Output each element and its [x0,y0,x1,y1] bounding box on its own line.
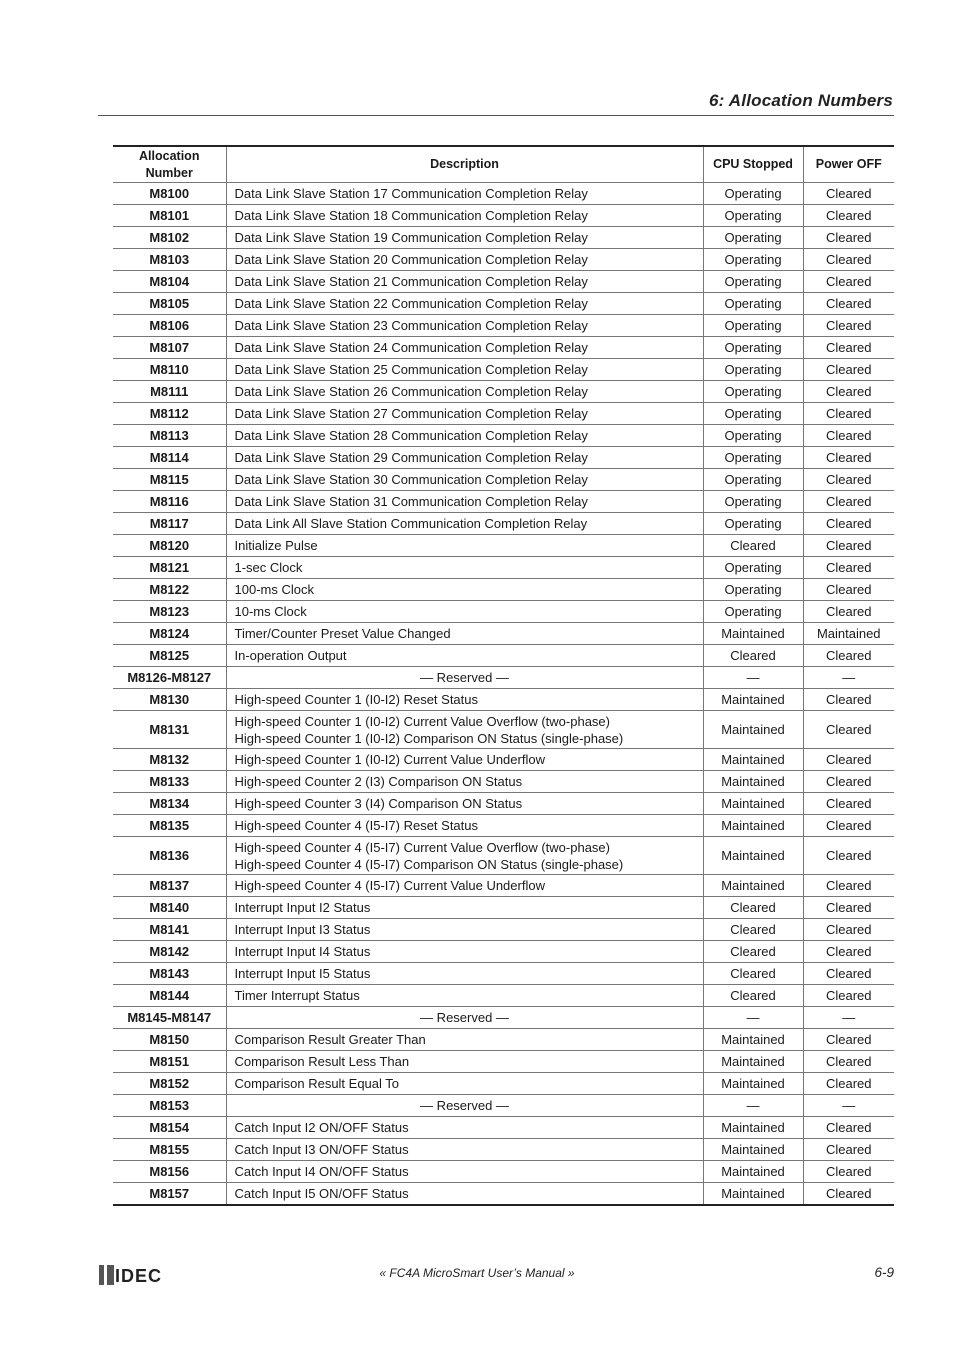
table-row [113,1117,894,1139]
cpu-stopped-cell: Maintained [703,771,803,793]
cpu-stopped-cell: Maintained [703,1073,803,1095]
power-off-cell: Cleared [803,271,894,293]
power-off-cell: Cleared [803,425,894,447]
allocation-number-cell: M8125 [113,645,226,667]
table-row [113,293,894,315]
cpu-stopped-cell: Operating [703,403,803,425]
description-cell: 100-ms Clock [226,579,703,601]
table-row [113,491,894,513]
footer-manual-title: « FC4A MicroSmart User’s Manual » [379,1266,575,1280]
allocation-number-cell: M8113 [113,425,226,447]
allocation-number-cell: M8141 [113,919,226,941]
description-cell: 10-ms Clock [226,601,703,623]
allocation-number-cell: M8123 [113,601,226,623]
power-off-cell: Cleared [803,1051,894,1073]
page-header-title [709,91,893,111]
power-off-cell: Cleared [803,1161,894,1183]
power-off-cell: Cleared [803,897,894,919]
table-row [113,645,894,667]
allocation-number-cell: M8142 [113,941,226,963]
cpu-stopped-cell: Operating [703,337,803,359]
cpu-stopped-cell: Operating [703,447,803,469]
table-row [113,1007,894,1029]
description-cell: Data Link Slave Station 21 Communication Completion Relay [226,271,703,293]
allocation-number-cell: M8152 [113,1073,226,1095]
description-cell: Data Link Slave Station 28 Communication Completion Relay [226,425,703,447]
power-off-cell: Cleared [803,1139,894,1161]
allocation-number-cell: M8130 [113,689,226,711]
description-cell: Interrupt Input I5 Status [226,963,703,985]
description-cell: Timer Interrupt Status [226,985,703,1007]
description-cell: Interrupt Input I4 Status [226,941,703,963]
cpu-stopped-cell: Maintained [703,1161,803,1183]
description-cell: Data Link Slave Station 26 Communication Completion Relay [226,381,703,403]
description-cell: Data Link Slave Station 17 Communication Completion Relay [226,183,703,205]
description-cell: High-speed Counter 4 (I5-I7) Current Value Underflow [226,875,703,897]
allocation-number-cell: M8136 [113,837,226,875]
power-off-cell: Cleared [803,689,894,711]
description-cell: Data Link Slave Station 24 Communication Completion Relay [226,337,703,359]
cpu-stopped-cell: Operating [703,249,803,271]
power-off-cell: Cleared [803,183,894,205]
allocation-number-cell: M8153 [113,1095,226,1117]
table-row [113,689,894,711]
allocation-number-cell: M8120 [113,535,226,557]
cpu-stopped-cell: Operating [703,601,803,623]
allocation-number-cell: M8140 [113,897,226,919]
table-row [113,315,894,337]
description-cell: Comparison Result Equal To [226,1073,703,1095]
power-off-cell: Cleared [803,337,894,359]
cpu-stopped-cell: Cleared [703,535,803,557]
power-off-cell: Cleared [803,1073,894,1095]
description-cell: Data Link Slave Station 27 Communication Completion Relay [226,403,703,425]
table-row [113,711,894,749]
description-cell: High-speed Counter 3 (I4) Comparison ON Status [226,793,703,815]
col-header-description: Description [226,146,703,183]
table-row [113,513,894,535]
power-off-cell: Cleared [803,535,894,557]
cpu-stopped-cell: Cleared [703,941,803,963]
allocation-number-cell: M8135 [113,815,226,837]
power-off-cell: Cleared [803,359,894,381]
cpu-stopped-cell: Maintained [703,711,803,749]
power-off-cell: Cleared [803,557,894,579]
power-off-cell: Cleared [803,469,894,491]
power-off-cell: — [803,667,894,689]
header-title-text: 6: Allocation Numbers [709,91,893,110]
power-off-cell: Cleared [803,919,894,941]
allocation-number-cell: M8132 [113,749,226,771]
allocation-number-cell: M8117 [113,513,226,535]
col-header-cpu-stopped: CPU Stopped [703,146,803,183]
allocation-number-cell: M8134 [113,793,226,815]
cpu-stopped-cell: Maintained [703,793,803,815]
table-row [113,837,894,875]
cpu-stopped-cell: Operating [703,183,803,205]
table-row [113,1095,894,1117]
allocation-number-cell: M8131 [113,711,226,749]
allocation-number-cell: M8101 [113,205,226,227]
description-cell: Timer/Counter Preset Value Changed [226,623,703,645]
table-row [113,249,894,271]
power-off-cell: Cleared [803,293,894,315]
cpu-stopped-cell: Maintained [703,837,803,875]
table-row [113,579,894,601]
allocation-number-cell: M8133 [113,771,226,793]
table-row [113,1051,894,1073]
power-off-cell: Cleared [803,227,894,249]
allocation-number-cell: M8157 [113,1183,226,1206]
description-cell: — Reserved — [226,1095,703,1117]
description-cell: In-operation Output [226,645,703,667]
description-cell: Interrupt Input I2 Status [226,897,703,919]
power-off-cell: Cleared [803,1117,894,1139]
power-off-cell: Cleared [803,601,894,623]
cpu-stopped-cell: Maintained [703,815,803,837]
description-cell: Comparison Result Greater Than [226,1029,703,1051]
description-cell: — Reserved — [226,667,703,689]
cpu-stopped-cell: Maintained [703,1051,803,1073]
power-off-cell: Cleared [803,579,894,601]
table-row [113,381,894,403]
allocation-number-cell: M8155 [113,1139,226,1161]
description-cell [226,711,703,749]
cpu-stopped-cell: Maintained [703,749,803,771]
table-row [113,897,894,919]
description-cell: High-speed Counter 2 (I3) Comparison ON Status [226,771,703,793]
allocation-number-cell: M8104 [113,271,226,293]
cpu-stopped-cell: Cleared [703,897,803,919]
allocation-number-cell: M8116 [113,491,226,513]
table-row [113,535,894,557]
table-row [113,667,894,689]
cpu-stopped-cell: Maintained [703,623,803,645]
allocation-number-cell: M8107 [113,337,226,359]
power-off-cell: Cleared [803,771,894,793]
table-row [113,205,894,227]
cpu-stopped-cell: Maintained [703,1183,803,1206]
cpu-stopped-cell: Maintained [703,875,803,897]
allocation-number-cell: M8124 [113,623,226,645]
power-off-cell: Cleared [803,645,894,667]
allocation-number-cell: M8102 [113,227,226,249]
power-off-cell: Cleared [803,205,894,227]
power-off-cell: Cleared [803,513,894,535]
description-cell: High-speed Counter 1 (I0-I2) Current Value Underflow [226,749,703,771]
power-off-cell: Cleared [803,1029,894,1051]
description-cell: Data Link Slave Station 30 Communication Completion Relay [226,469,703,491]
table-row [113,985,894,1007]
table-row [113,919,894,941]
power-off-cell: Cleared [803,491,894,513]
description-line: High-speed Counter 1 (I0-I2) Comparison ON Status (single-phase) [234,730,624,746]
cpu-stopped-cell: Operating [703,271,803,293]
table-row [113,1073,894,1095]
allocation-number-cell: M8122 [113,579,226,601]
description-cell: Data Link Slave Station 19 Communication Completion Relay [226,227,703,249]
table-row [113,425,894,447]
cpu-stopped-cell: Maintained [703,689,803,711]
cpu-stopped-cell: Operating [703,491,803,513]
power-off-cell: Maintained [803,623,894,645]
description-cell: Data Link Slave Station 31 Communication Completion Relay [226,491,703,513]
cpu-stopped-cell: Operating [703,557,803,579]
description-cell: Catch Input I5 ON/OFF Status [226,1183,703,1206]
power-off-cell: Cleared [803,403,894,425]
description-cell: Comparison Result Less Than [226,1051,703,1073]
table-row [113,227,894,249]
power-off-cell: Cleared [803,1183,894,1206]
cpu-stopped-cell: Operating [703,293,803,315]
allocation-number-cell: M8105 [113,293,226,315]
allocation-number-cell: M8112 [113,403,226,425]
allocation-number-cell: M8110 [113,359,226,381]
power-off-cell: Cleared [803,749,894,771]
cpu-stopped-cell: Maintained [703,1117,803,1139]
description-cell: Data Link All Slave Station Communication Completion Relay [226,513,703,535]
table-row [113,601,894,623]
power-off-cell: Cleared [803,315,894,337]
table-row [113,557,894,579]
power-off-cell: Cleared [803,793,894,815]
allocation-number-cell: M8121 [113,557,226,579]
allocation-number-cell: M8145-M8147 [113,1007,226,1029]
table-row [113,623,894,645]
allocation-number-cell: M8111 [113,381,226,403]
allocation-table [113,145,894,1206]
table-row [113,963,894,985]
table-row [113,1139,894,1161]
cpu-stopped-cell: Cleared [703,645,803,667]
power-off-cell: Cleared [803,963,894,985]
cpu-stopped-cell: Operating [703,227,803,249]
cpu-stopped-cell: Cleared [703,963,803,985]
cpu-stopped-cell: Maintained [703,1139,803,1161]
power-off-cell: Cleared [803,249,894,271]
cpu-stopped-cell: — [703,1007,803,1029]
description-line: High-speed Counter 4 (I5-I7) Current Value Overflow (two-phase) [234,839,610,855]
allocation-number-cell: M8126-M8127 [113,667,226,689]
allocation-number-cell: M8100 [113,183,226,205]
footer-page-number: 6-9 [874,1265,894,1280]
table-row [113,403,894,425]
description-cell: Catch Input I4 ON/OFF Status [226,1161,703,1183]
description-cell: 1-sec Clock [226,557,703,579]
table-header-row [113,146,894,183]
cpu-stopped-cell: Maintained [703,1029,803,1051]
power-off-cell: Cleared [803,837,894,875]
cpu-stopped-cell: — [703,1095,803,1117]
col-header-number: Allocation Number [113,146,226,183]
svg-text:IDEC: IDEC [115,1266,163,1286]
cpu-stopped-cell: Operating [703,469,803,491]
cpu-stopped-cell: Operating [703,381,803,403]
description-cell: Data Link Slave Station 20 Communication Completion Relay [226,249,703,271]
description-cell: — Reserved — [226,1007,703,1029]
allocation-number-cell: M8154 [113,1117,226,1139]
table-row [113,447,894,469]
allocation-number-cell: M8106 [113,315,226,337]
description-line: High-speed Counter 4 (I5-I7) Comparison ON Status (single-phase) [234,856,624,872]
cpu-stopped-cell: Operating [703,425,803,447]
table-row [113,337,894,359]
table-row [113,941,894,963]
power-off-cell: Cleared [803,447,894,469]
allocation-number-cell: M8103 [113,249,226,271]
description-cell: Initialize Pulse [226,535,703,557]
cpu-stopped-cell: Cleared [703,919,803,941]
power-off-cell: — [803,1095,894,1117]
allocation-number-cell: M8137 [113,875,226,897]
table-row [113,183,894,205]
table-row [113,793,894,815]
allocation-number-cell: M8151 [113,1051,226,1073]
description-cell [226,837,703,875]
cpu-stopped-cell: Operating [703,579,803,601]
table-body [113,183,894,1206]
description-cell: Interrupt Input I3 Status [226,919,703,941]
allocation-number-cell: M8150 [113,1029,226,1051]
cpu-stopped-cell: Cleared [703,985,803,1007]
allocation-number-cell: M8115 [113,469,226,491]
table-row [113,1029,894,1051]
table-row [113,1183,894,1206]
table-row [113,749,894,771]
table-row [113,815,894,837]
description-cell: Catch Input I2 ON/OFF Status [226,1117,703,1139]
power-off-cell: — [803,1007,894,1029]
description-cell: Data Link Slave Station 22 Communication Completion Relay [226,293,703,315]
table-row [113,875,894,897]
table-row [113,271,894,293]
cpu-stopped-cell: Operating [703,359,803,381]
cpu-stopped-cell: Operating [703,513,803,535]
description-cell: Data Link Slave Station 29 Communication Completion Relay [226,447,703,469]
description-cell: Data Link Slave Station 25 Communication Completion Relay [226,359,703,381]
table-row [113,771,894,793]
power-off-cell: Cleared [803,815,894,837]
table-row [113,1161,894,1183]
description-cell: Data Link Slave Station 18 Communication Completion Relay [226,205,703,227]
allocation-number-cell: M8114 [113,447,226,469]
power-off-cell: Cleared [803,711,894,749]
description-cell: Data Link Slave Station 23 Communication Completion Relay [226,315,703,337]
description-cell: High-speed Counter 1 (I0-I2) Reset Status [226,689,703,711]
col-header-power-off: Power OFF [803,146,894,183]
allocation-number-cell: M8156 [113,1161,226,1183]
cpu-stopped-cell: — [703,667,803,689]
description-cell: Catch Input I3 ON/OFF Status [226,1139,703,1161]
allocation-number-cell: M8144 [113,985,226,1007]
description-line: High-speed Counter 1 (I0-I2) Current Value Overflow (two-phase) [234,713,610,729]
table-row [113,359,894,381]
power-off-cell: Cleared [803,941,894,963]
power-off-cell: Cleared [803,875,894,897]
cpu-stopped-cell: Operating [703,205,803,227]
power-off-cell: Cleared [803,985,894,1007]
description-cell: High-speed Counter 4 (I5-I7) Reset Status [226,815,703,837]
allocation-number-cell: M8143 [113,963,226,985]
table-row [113,469,894,491]
cpu-stopped-cell: Operating [703,315,803,337]
header-rule [98,115,894,116]
power-off-cell: Cleared [803,381,894,403]
